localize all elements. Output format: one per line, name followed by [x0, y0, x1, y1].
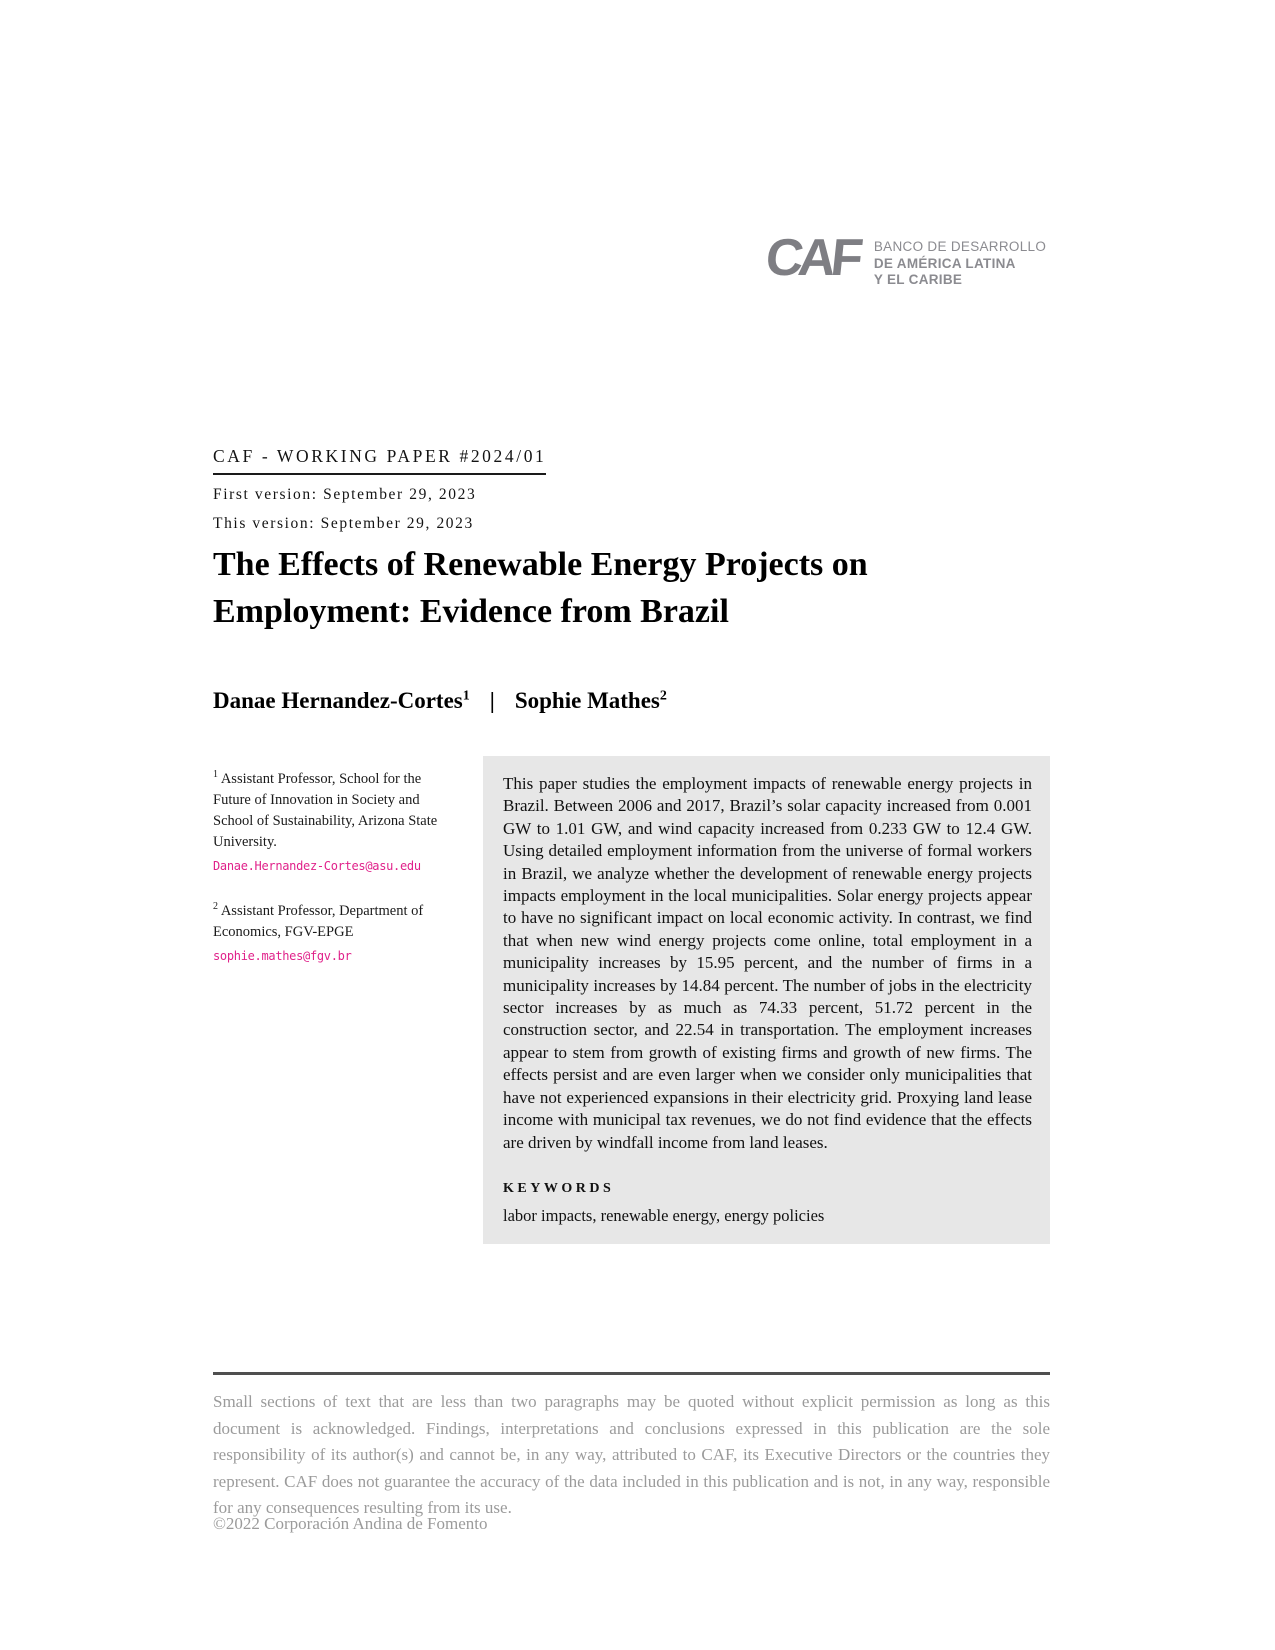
footer-divider: [213, 1372, 1050, 1375]
caf-logo-wordmark: CAF: [762, 229, 861, 287]
footnote-1-text-wrap: [213, 764, 450, 853]
content-columns: [213, 756, 1050, 1244]
footnote-2-mark: 2: [213, 900, 218, 912]
abstract-text: This paper studies the employment impacts of renewable energy projects in Brazil. Between 2006 and 2017, Brazil’s solar capacity increased from 0.001 GW to 1.01 GW, and wind capacity increased from 0.233 GW to 12.4 GW. Using detailed employment information from the universe of formal workers in Brazil, we analyze whether the development of renewable energy projects impacts employment in the local municipalities. Solar energy projects appear to have no significant impact on local economic activity. In contrast, we find that when new wind energy projects come online, total employment in a municipality increases by 15.95 percent, and the number of firms in a municipality increases by 14.84 percent. The number of jobs in the electricity sector increases by as much as 74.33 percent, 51.72 percent in the construction sector, and 22.54 in transportation. The employment increases appear to stem from growth of existing firms and growth of new firms. The effects persist and are even larger when we consider only municipalities that have not experienced expansions in their electricity grid. Proxying land lease income with municipal tax revenues, we do not find evidence that the effects are driven by windfall income from land leases.: [503, 774, 1032, 1152]
authors-line: [213, 688, 667, 714]
footnote-1-text: Assistant Professor, School for the Future of Innovation in Society and School of Sustainability, Arizona State University.: [213, 770, 438, 850]
this-version-line: This version: September 29, 2023: [213, 515, 474, 532]
author-footnotes: [213, 756, 450, 1244]
logo-text-line2: DE AMÉRICA LATINA: [873, 255, 1016, 271]
caf-logo-text: [874, 236, 1046, 289]
author-2-name: Sophie Mathes: [514, 688, 660, 713]
footnote-1: [213, 764, 450, 877]
logo-text-line1: BANCO DE DESARROLLO: [873, 239, 1047, 254]
paper-title: The Effects of Renewable Energy Projects on Employment: Evidence from Brazil: [213, 546, 868, 630]
copyright-line: ©2022 Corporación Andina de Fomento: [213, 1514, 488, 1533]
authors-separator: |: [489, 688, 495, 713]
caf-logo: [762, 229, 1047, 289]
footnote-1-mark: 1: [213, 769, 218, 780]
author-1-footnote-mark: 1: [462, 688, 470, 704]
logo-text-line3: Y EL CARIBE: [873, 272, 963, 287]
author-1-email-link[interactable]: Danae.Hernandez-Cortes@asu.edu: [213, 858, 421, 873]
keywords-heading: KEYWORDS: [503, 1180, 615, 1196]
series-label: CAF - WORKING PAPER #2024/01: [213, 446, 546, 475]
first-version-line: First version: September 29, 2023: [213, 486, 477, 503]
footnote-2-text-wrap: [213, 896, 450, 943]
footnote-2-text: Assistant Professor, Department of Economics, FGV-EPGE: [213, 902, 424, 940]
author-1-name: Danae Hernandez-Cortes: [213, 688, 463, 713]
author-2-email-link[interactable]: sophie.mathes@fgv.br: [213, 948, 352, 963]
working-paper-header: [213, 446, 546, 533]
author-2-footnote-mark: 2: [659, 688, 667, 704]
disclaimer-text: Small sections of text that are less than two paragraphs may be quoted without explicit permission as long as this document is acknowledged. Findings, interpretations and conclusions expressed in this publication are the sole responsibility of its author(s) and cannot be, in any way, attributed to CAF, its Executive Directors or the countries they represent. CAF does not guarantee the accuracy of the data included in this publication and is not, in any way, responsible for any consequences resulting from its use.: [213, 1392, 1050, 1517]
footnote-2: [213, 896, 450, 967]
abstract-box: [483, 756, 1050, 1244]
keywords-list: labor impacts, renewable energy, energy policies: [503, 1205, 825, 1225]
